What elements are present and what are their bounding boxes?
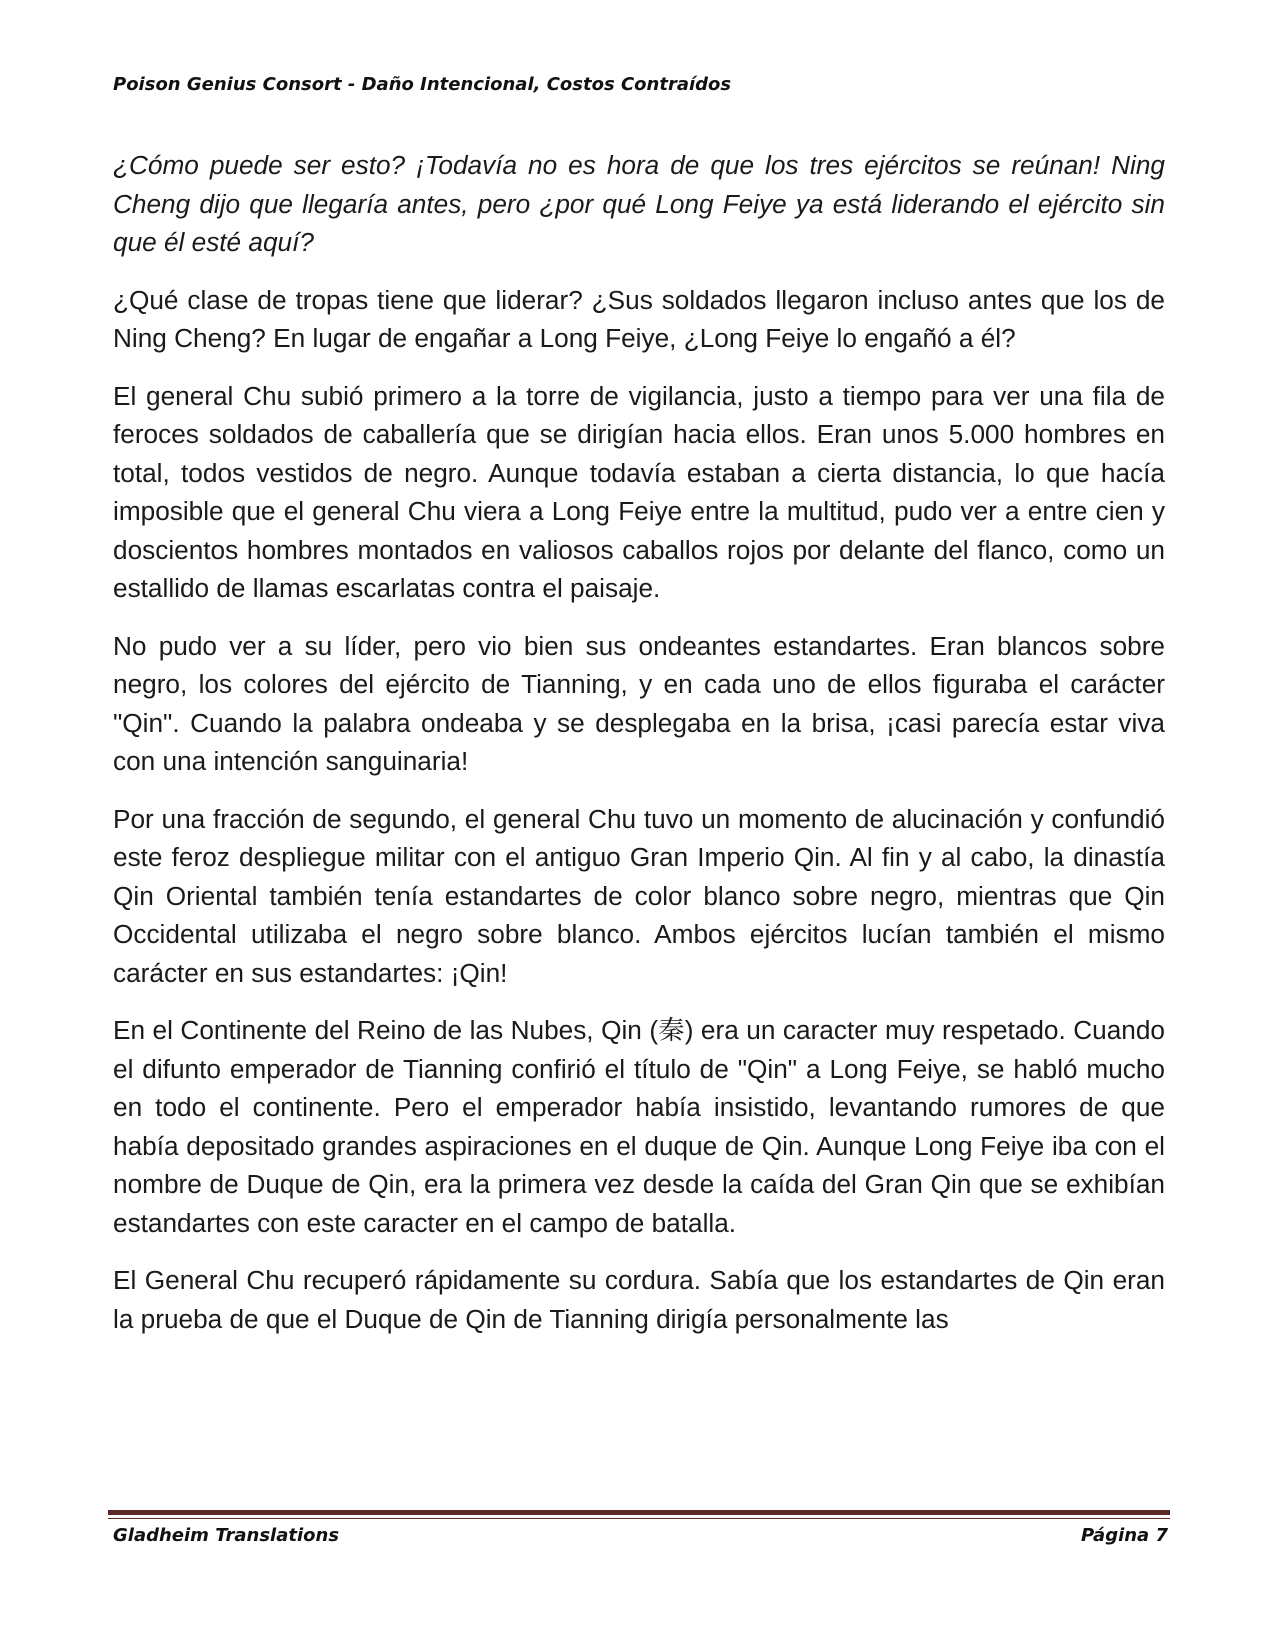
footer-publisher: Gladheim Translations <box>113 1525 340 1546</box>
paragraph-4: No pudo ver a su líder, pero vio bien sus ondeantes estandartes. Eran blancos sobre negro, los colores del ejército de Tianning, y en cada uno de ellos figuraba el carácter "Qin". Cuando la palabra ondeaba y se desplegaba en la brisa, ¡casi parecía estar viva con una intención sanguinaria! <box>113 630 1165 776</box>
document-body <box>113 146 1165 1357</box>
footer-divider-thick <box>108 1510 1170 1515</box>
paragraph-1: ¿Cómo puede ser esto? ¡Todavía no es hora de que los tres ejércitos se reúnan! Ning Cheng dijo que llegaría antes, pero ¿por qué Long Feiye ya está liderando el ejército sin que él esté aquí? <box>113 150 1165 257</box>
footer-divider-thin <box>108 1518 1170 1519</box>
footer-page-number: Página 7 <box>1081 1525 1168 1546</box>
paragraph-5: Por una fracción de segundo, el general Chu tuvo un momento de alucinación y confundió este feroz despliegue militar con el antiguo Gran Imperio Qin. Al fin y al cabo, la dinastía Qin Oriental también tenía estandartes de color blanco sobre negro, mientras que Qin Occidental utilizaba el negro sobre blanco. Ambos ejércitos lucían también el mismo carácter en sus estandartes: ¡Qin! <box>113 803 1165 988</box>
page-header-title: Poison Genius Consort - Daño Intencional, Costos Contraídos <box>113 74 732 95</box>
paragraph-7: El General Chu recuperó rápidamente su cordura. Sabía que los estandartes de Qin eran la prueba de que el Duque de Qin de Tianning dirigía personalmente las <box>113 1265 1165 1334</box>
paragraph-6: En el Continente del Reino de las Nubes, Qin (秦) era un caracter muy respetado. Cuando el difunto emperador de Tianning confirió el título de "Qin" a Long Feiye, se habló mucho en todo el continente. Pero el emperador había insistido, levantando rumores de que había depositado grandes aspiraciones en el duque de Qin. Aunque Long Feiye iba con el nombre de Duque de Qin, era la primera vez desde la caída del Gran Qin que se exhibían estandartes con este caracter en el campo de batalla. <box>113 1015 1165 1238</box>
paragraph-2: ¿Qué clase de tropas tiene que liderar? ¿Sus soldados llegaron incluso antes que los de Ning Cheng? En lugar de engañar a Long Feiye, ¿Long Feiye lo engañó a él? <box>113 284 1165 353</box>
paragraph-3: El general Chu subió primero a la torre de vigilancia, justo a tiempo para ver una fila de feroces soldados de caballería que se dirigían hacia ellos. Eran unos 5.000 hombres en total, todos vestidos de negro. Aunque todavía estaban a cierta distancia, lo que hacía imposible que el general Chu viera a Long Feiye entre la multitud, pudo ver a entre cien y doscientos hombres montados en valiosos caballos rojos por delante del flanco, como un estallido de llamas escarlatas contra el paisaje. <box>113 380 1165 603</box>
